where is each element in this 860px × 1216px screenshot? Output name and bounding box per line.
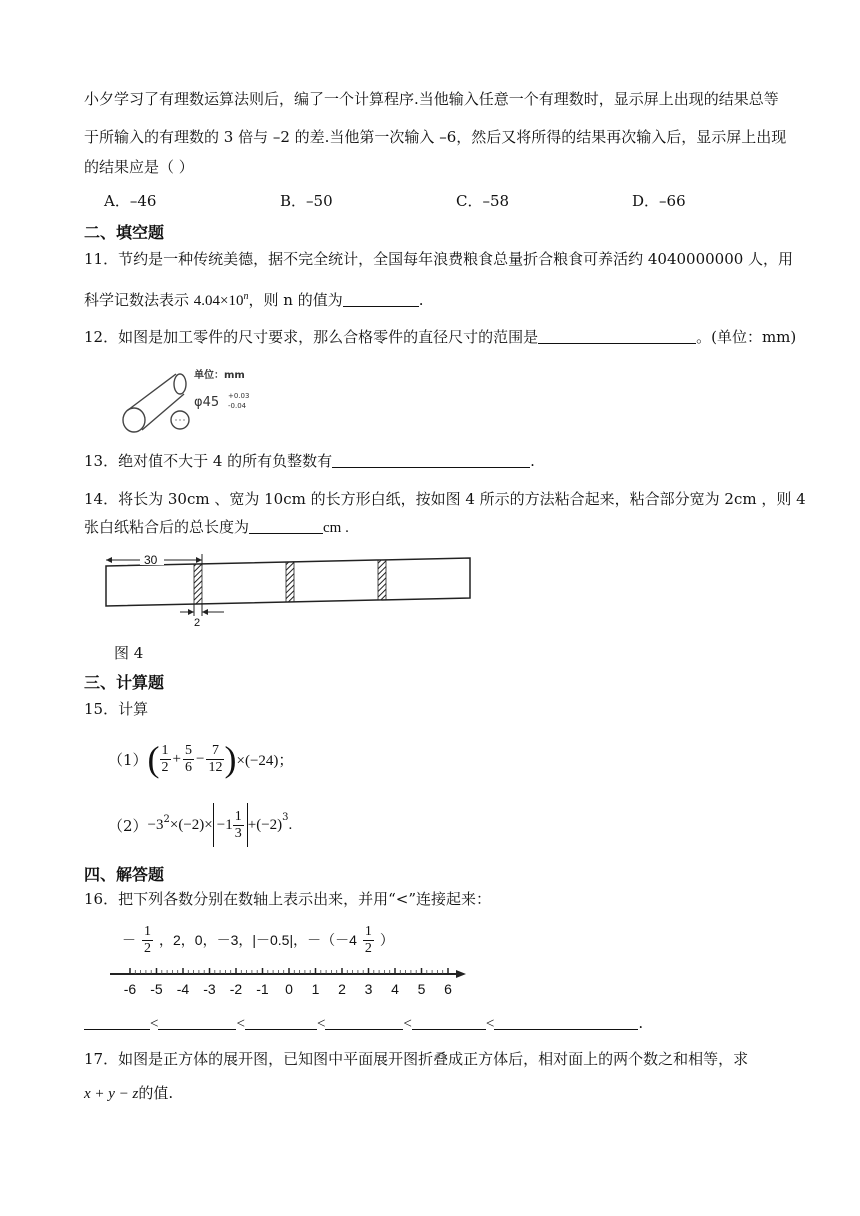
- number-line-label: 5: [417, 981, 426, 997]
- section-4-heading: 四、解答题: [84, 865, 165, 884]
- fraction: $\frac{1}{2}$: [364, 923, 372, 956]
- q14-fig-length-label: 30: [144, 553, 158, 567]
- number-line-label: 3: [364, 981, 373, 997]
- fraction: $\frac{5}{6}$: [185, 742, 193, 775]
- absolute-value: −1 $\frac{1}{3}$: [213, 803, 248, 847]
- q12-part-figure: [118, 362, 268, 434]
- overlap-region-3: [378, 560, 386, 600]
- q11-line-1: 11．节约是一种传统美德，据不完全统计，全国每年浪费粮食总量折合粮食可养活约 4040000000 人，用: [84, 250, 794, 268]
- q16-blank-6[interactable]: [494, 1013, 638, 1030]
- q13-line: 13．绝对值不大于 4 的所有负整数有 .: [84, 452, 535, 470]
- number-line-label: -4: [176, 981, 190, 997]
- q12-fig-unit: 单位：mm: [194, 370, 245, 381]
- q16-blank-3[interactable]: [245, 1013, 317, 1030]
- number-line-label: 1: [311, 981, 320, 997]
- fraction: $\frac{1}{2}$: [144, 923, 151, 956]
- q17-line-2: x + y − z的值.: [84, 1084, 174, 1102]
- number-line-label: -3: [203, 981, 216, 997]
- q12-line: 12．如图是加工零件的尺寸要求，那么合格零件的直径尺寸的范围是 。(单位：mm): [84, 328, 797, 346]
- q14-line-1: 14．将长为 30cm 、宽为 10cm 的长方形白纸，按如图 4 所示的方法粘合起来，粘合部分宽为 2cm ，则 4: [84, 490, 806, 508]
- number-line-label: 4: [391, 981, 399, 997]
- q13-answer-blank[interactable]: [332, 451, 530, 468]
- fraction: $\frac{1}{3}$: [234, 808, 242, 841]
- q12-answer-blank[interactable]: [538, 327, 696, 344]
- section-2-heading: 二、填空题: [84, 223, 165, 242]
- number-line-label: 6: [444, 981, 452, 997]
- q15-part-1: （1） ( $\frac{1}{2}$ + $\frac{5}{6}$ − $\frac{7}{12}$ ) ×(−24)；: [108, 739, 294, 779]
- q10-line-3: 的结果应是（ ）: [84, 158, 194, 176]
- q16-number-line: [108, 966, 468, 1002]
- q12-fig-lower-tolerance: -0.04: [228, 402, 247, 410]
- q15-part-2: （2） −3 $^2$ ×(−2)× −1 $\frac{1}{3}$ +(−2) $^3$ .: [108, 800, 292, 850]
- q11-line-2: 科学记数法表示 $4.04\times 10^n$，则 n 的值为 .: [84, 291, 424, 309]
- number-line-label: 2: [338, 981, 346, 997]
- q10-line-1: 小夕学习了有理数运算法则后，编了一个计算程序.当他输入任意一个有理数时，显示屏上出现的结果总等: [84, 90, 779, 108]
- q14-answer-blank[interactable]: [249, 517, 323, 534]
- fraction: $\frac{1}{2}$: [161, 742, 169, 775]
- q14-figure-caption: 图 4: [114, 644, 144, 662]
- q16-blank-2[interactable]: [158, 1013, 236, 1030]
- number-line-label: -2: [229, 981, 243, 997]
- q14-line-2: 张白纸粘合后的总长度为 cm .: [84, 518, 349, 536]
- cylinder-far-end: [174, 374, 186, 394]
- section-3-heading: 三、计算题: [84, 673, 165, 692]
- cylinder-end: [123, 408, 145, 432]
- q16-number-list: － $\frac{1}{2}$ ，2，0，－3，|－0.5|，－（－4 $\frac{1}{2}$ ）: [122, 923, 394, 956]
- number-line-label: -5: [150, 981, 163, 997]
- q11-answer-blank[interactable]: [343, 290, 419, 307]
- q12-fig-dimension: φ45: [194, 395, 220, 410]
- number-line-label: -1: [256, 981, 269, 997]
- overlap-region-1: [194, 564, 202, 604]
- q14-fig-overlap-label: 2: [194, 617, 201, 628]
- q17-line-1: 17．如图是正方体的展开图，已知图中平面展开图折叠成正方体后，相对面上的两个数之和相等，求: [84, 1050, 749, 1068]
- choice-b[interactable]: B．–50: [280, 192, 333, 210]
- overlap-region-2: [286, 562, 294, 602]
- q10-line-2: 于所输入的有理数的 3 倍与 –2 的差.当他第一次输入 –6，然后又将所得的结果再次输入后，显示屏上出现: [84, 128, 787, 146]
- q16-answer-row: < < < < < .: [84, 1012, 812, 1035]
- q16-blank-4[interactable]: [325, 1013, 403, 1030]
- q16-blank-5[interactable]: [412, 1013, 486, 1030]
- choice-a[interactable]: A．–46: [104, 192, 157, 210]
- choice-d[interactable]: D．–66: [632, 192, 686, 210]
- number-line-arrow: [456, 970, 466, 978]
- number-line-label: 0: [285, 981, 293, 997]
- fraction: $\frac{7}{12}$: [208, 742, 223, 775]
- q11-scientific-notation: $4.04\times 10^n$: [193, 291, 249, 309]
- q12-fig-upper-tolerance: +0.03: [228, 392, 250, 400]
- q14-paper-figure: [100, 552, 480, 628]
- choice-c[interactable]: C．–58: [456, 192, 510, 210]
- number-line-label: -6: [123, 981, 137, 997]
- q16-line: 16．把下列各数分别在数轴上表示出来，并用“<”连接起来：: [84, 890, 491, 908]
- q15-line: 15．计算: [84, 700, 149, 718]
- q16-blank-1[interactable]: [84, 1013, 150, 1030]
